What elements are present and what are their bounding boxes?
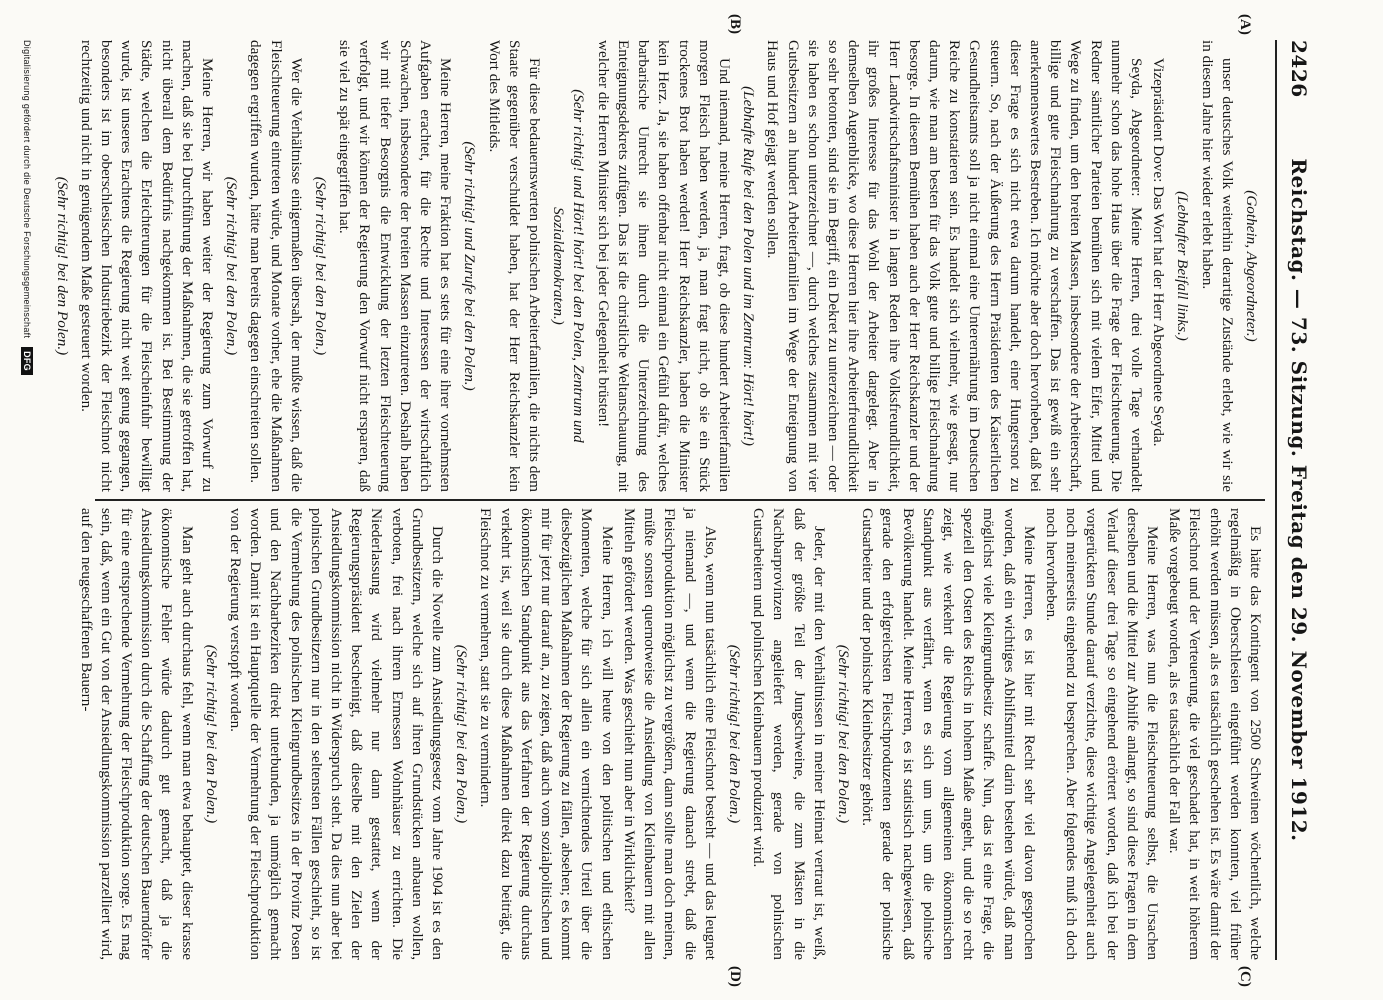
margin-mark-a: (A) <box>1237 14 1253 35</box>
paragraph: Jeder, der mit den Verhältnissen in meiner Heimat vertraut ist, weiß, daß der größte Teil der Jungschweine, die zum Mästen in die Nachbarprovinzen angeliefert werden, gerade von polnischen Gutsarbeitern und polnischen Kleinbauern produziert wird. <box>750 508 828 960</box>
paragraph: Meine Herren, was nun die Fleischteuerung selbst, die Ursachen derselben und die Mittel zur Abhilfe anlangt, so sind diese Fragen in dem Verlauf dieser drei Tage so eingehend erörtert worden, daß ich bei der vorgerückten Stunde darauf verzichte, diese wichtige Angelegenheit auch noch meinerseits eingehend zu besprechen. Aber folgendes muß ich doch noch hervorheben. <box>1042 508 1161 960</box>
right-column <box>77 508 1265 960</box>
paragraph: (Sehr richtig! und Hört! hört! bei den Polen, Zentrum und Sozialdemokraten.) <box>550 89 588 443</box>
paragraph: (Lebhafte Rufe bei den Polen und im Zentrum: Hört! hört!) <box>740 86 758 446</box>
page-title: Reichstag. — 73. Sitzung. Freitag den 29. November 1912. <box>1287 158 1311 842</box>
column-divider <box>95 499 1265 501</box>
paragraph: Vizepräsident Dove: Das Wort hat der Herr Abgeordnete Seyda. <box>1150 58 1168 447</box>
paragraph: (Sehr richtig! bei den Polen.) <box>725 644 743 824</box>
margin-mark-d: (D) <box>727 966 743 987</box>
margin-mark-c: (C) <box>1237 966 1253 987</box>
dfg-logo: DFG <box>21 347 33 375</box>
paragraph: (Sehr richtig! bei den Polen.) <box>202 644 220 824</box>
paragraph: Wer die Verhältnisse einigermaßen übersah, der mußte wissen, daß die Fleischteuerung eintreten würde, und Monate vorher, ehe die Maßnahmen dagegen ergriffen wurden, hätte man bereits dagegen einschreiten sollen. <box>247 40 305 492</box>
paragraph: Meine Herren, es ist hier mit Recht sehr viel davon gesprochen worden, daß ein wichtiges Abhilfsmittel darin bestehen würde, daß man möglichst viele Kleingrundbesitz schaffe. Nun, das ist eine Frage, die speziell den Osten des Reichs in hohem Maße angeht, und die so recht zeigt, wie verkehrt die Regierung vom allgemeinen ökonomischen Standpunkt aus verfährt, wenn es sich um uns, um die polnische Bevölkerung handelt. Meine Herren, es ist statistisch nachgewiesen, daß gerade den erfolgreichsten Fleischproduzenten gerade der polnische Gutsarbeiter und der polnische Kleinbesitzer gehört. <box>859 508 1038 960</box>
paragraph: (Gothein, Abgeordneter.) <box>1243 190 1260 342</box>
left-column <box>53 40 1265 492</box>
paragraph: unser deutsches Volk weiterhin derartige Zustände erlebt, wie wir sie in diesem Jahre hier wieder erlebt haben. <box>1198 40 1236 492</box>
paragraph: Meine Herren, wir haben weiter der Regierung zum Vorwurf zu machen, daß sie bei Durchführung der Maßnahmen, die sie getroffen hat, nicht überall dem Bedürfnis nachgekommen ist. Bei Bestimmung der Städte, welchen die Erleichterungen für die Fleischeinfuhr bewilligt wurde, ist unseres Erachtens die Regierung nicht weit genug gegangen, besonders ist im oberschlesischen Industriebezirk der Fleischnot nicht rechtzeitig und nicht in genügendem Maße gesteuert worden. <box>77 40 217 492</box>
paragraph: Durch die Novelle zum Ansiedlungsgesetz vom Jahre 1904 ist es den Grundbesitzern, welche sich auf ihren Grundstücken anbauen wollen, verboten, frei nach ihrem Ermessen Wohnhäuser zu errichten. Die Niederlassung wird vielmehr nur dann gestattet, wenn der Regierungspräsident bescheinigt, daß dieselbe mit den Zielen der Ansiedlungskommission nicht in Widerspruch steht. Da dies nun aber bei polnischen Grundbesitzern nur in den seltensten Fällen geschieht, so ist die Vermehrung des polnischen Kleingrundbesitzes in der Provinz Posen und den Nachbarbezirken direkt unterbunden, ja unmöglich gemacht worden. Damit ist ein Hauptquelle der Vermehrung der Fleischproduktion von der Regierung verstopft worden. <box>227 508 447 960</box>
page-number: 2426 <box>1287 40 1311 98</box>
paragraph: (Sehr richtig! bei den Polen.) <box>223 176 241 356</box>
footer-text: Digitalisierung gefördert durch die Deutsche Forschungsgemeinschaft <box>22 40 32 339</box>
paragraph: (Sehr richtig! bei den Polen.) <box>53 176 71 356</box>
paragraph: Meine Herren, meine Fraktion hat es stets für eine ihrer vornehmsten Aufgaben erachtet, für die Rechte und Interessen der wirtschaftlich Schwachen, insbesondere der breiten Massen einzutreten. Deshalb haben wir mit tiefer Besorgnis die Entwicklung der letzten Fleischteuerung verfolgt, und wir können der Regierung den Vorwurf nicht ersparen, daß sie viel zu spät eingegriffen hat. <box>336 40 455 492</box>
page-header <box>1277 40 1311 960</box>
paragraph: Man geht auch durchaus fehl, wenn man etwa behauptet, dieser krasse ökonomische Fehler würde dadurch gut gemacht, daß ja die Ansiedlungskommission durch die Schaffung der deutschen Bauerndörfer für eine entsprechende Vermehrung der Fleischproduktion sorge. Es mag sein, daß, wenn ein Gut von der Ansiedlungskommission parzelliert wird, auf den neugeschaffenen Bauern- <box>77 508 196 960</box>
paragraph: Seyda, Abgeordneter: Meine Herren, drei volle Tage verhandelt nunmehr schon das hohe Haus über die Frage der Fleischteuerung. Die Redner sämtlicher Parteien bemühen sich mit vielem Eifer, Mittel und Wege zu finden, um den breiten Massen, insbesondere der Arbeiterschaft, billige und gute Fleischnahrung zu verschaffen. Das ist gewiß ein sehr anerkennenswertes Bestreben. Ich möchte aber doch hervorheben, daß bei dieser Frage es sich nicht etwa darum handelt, einer Hungersnot zu steuern. So, nach der Äußerung des Herrn Präsidenten des Kaiserlichen Gesundheitsamts soll ja nicht einmal eine Unterernährung im Deutschen Reiche zu konstatieren sein. Es handelt sich vielmehr, wie gesagt, nur darum, wie man am besten für das Volk gute und billige Fleischnahrung besorge. In diesem Bemühen haben auch der Herr Reichskanzler und der Herr Landwirtschaftsminister in langen Reden ihre Volksfreundlichkeit, ihr großes Interesse für das Wohl der Arbeiter dargelegt. Aber in demselben Augenblicke, wo diese Herren hier ihre Arbeiterfreundlichkeit so sehr betonten, sind sie im Begriff, ein Dekret zu unterzeichnen — oder sie haben es schon unterzeichnet —, durch welches zusammen mit vier Gutsbesitzern an hundert Arbeiterfamilien im Wege der Enteignung von Haus und Hof gejagt werden sollen. <box>764 40 1145 492</box>
digitization-footer <box>21 40 33 960</box>
margin-mark-b: (B) <box>727 14 743 34</box>
paragraph: (Sehr richtig! bei den Polen.) <box>312 176 330 356</box>
header-rule <box>1275 40 1277 960</box>
paragraph: Es hätte das Kontingent von 2500 Schweinen wöchentlich, welche regelmäßig in Oberschlesien eingeführt werden konnten, viel früher erhöht werden müssen, als es tatsächlich geschehen ist. Es wäre damit der Fleischnot und der Verteuerung, die viel geschadet hat, in weit höherem Maße vorgebeugt worden, als es tatsächlich der Fall war. <box>1166 508 1264 960</box>
paragraph: (Sehr richtig! bei den Polen.) <box>834 644 852 824</box>
paragraph: Also, wenn nun tatsächlich eine Fleischnot besteht — und das leugnet ja niemand —, und wenn die Regierung danach strebt, daß die Fleischproduktion möglichst zu vergrößern, dann sollte man doch meinen, müßte sonsten quernotweise die Ansiedlung von Kleinbauern mit allen Mitteln gefördert werden. Was geschieht nun aber in Wirklichkeit? <box>620 508 719 960</box>
paragraph: (Sehr richtig! bei den Polen.) <box>453 644 471 824</box>
paragraph: Und niemand, meine Herren, fragt, ob diese hundert Arbeiterfamilien morgen Fleisch haben werden, ja, man fragt nicht, ob sie ein Stück trockenes Brot haben werden! Herr Reichskanzler, haben die Minister kein Herz. Ja, sie haben offenbar nicht einmal ein Gefühl dafür, welches barbarische Unrecht sie ihnen durch die Unterzeichnung des Enteignungsdekrets zufügen. Das ist die christliche Weltanschauung, mit welcher die Herren Minister sich bei jeder Gelegenheit brüsten! <box>594 40 733 492</box>
paragraph: Meine Herren, ich will heute von den politischen und ethischen Momenten, welche für sich allein ein vernichtendes Urteil über die diesbezüglichen Maßnahmen der Regierung zu fällen, absehen; es kommt mir für jetzt nur darauf an, zu zeigen, daß auch vom sozialpolitischen und ökonomischen Standpunkt aus das Verfahren der Regierung durchaus verkehrt ist, weil sie durch diese Maßnahmen direkt dazu beiträgt, die Fleischnot zu vermehren, statt sie zu vermindern. <box>477 508 616 960</box>
paragraph: (Lebhafter Beifall links.) <box>1174 191 1192 341</box>
paragraph: (Sehr richtig! und Zurufe bei den Polen.) <box>461 141 479 391</box>
paragraph: Für diese bedauernswerten polnischen Arbeiterfamilien, die nichts dem Staate gegenüber verschuldet haben, hat der Herr Reichskanzler kein Wort des Mitleids. <box>485 40 544 492</box>
